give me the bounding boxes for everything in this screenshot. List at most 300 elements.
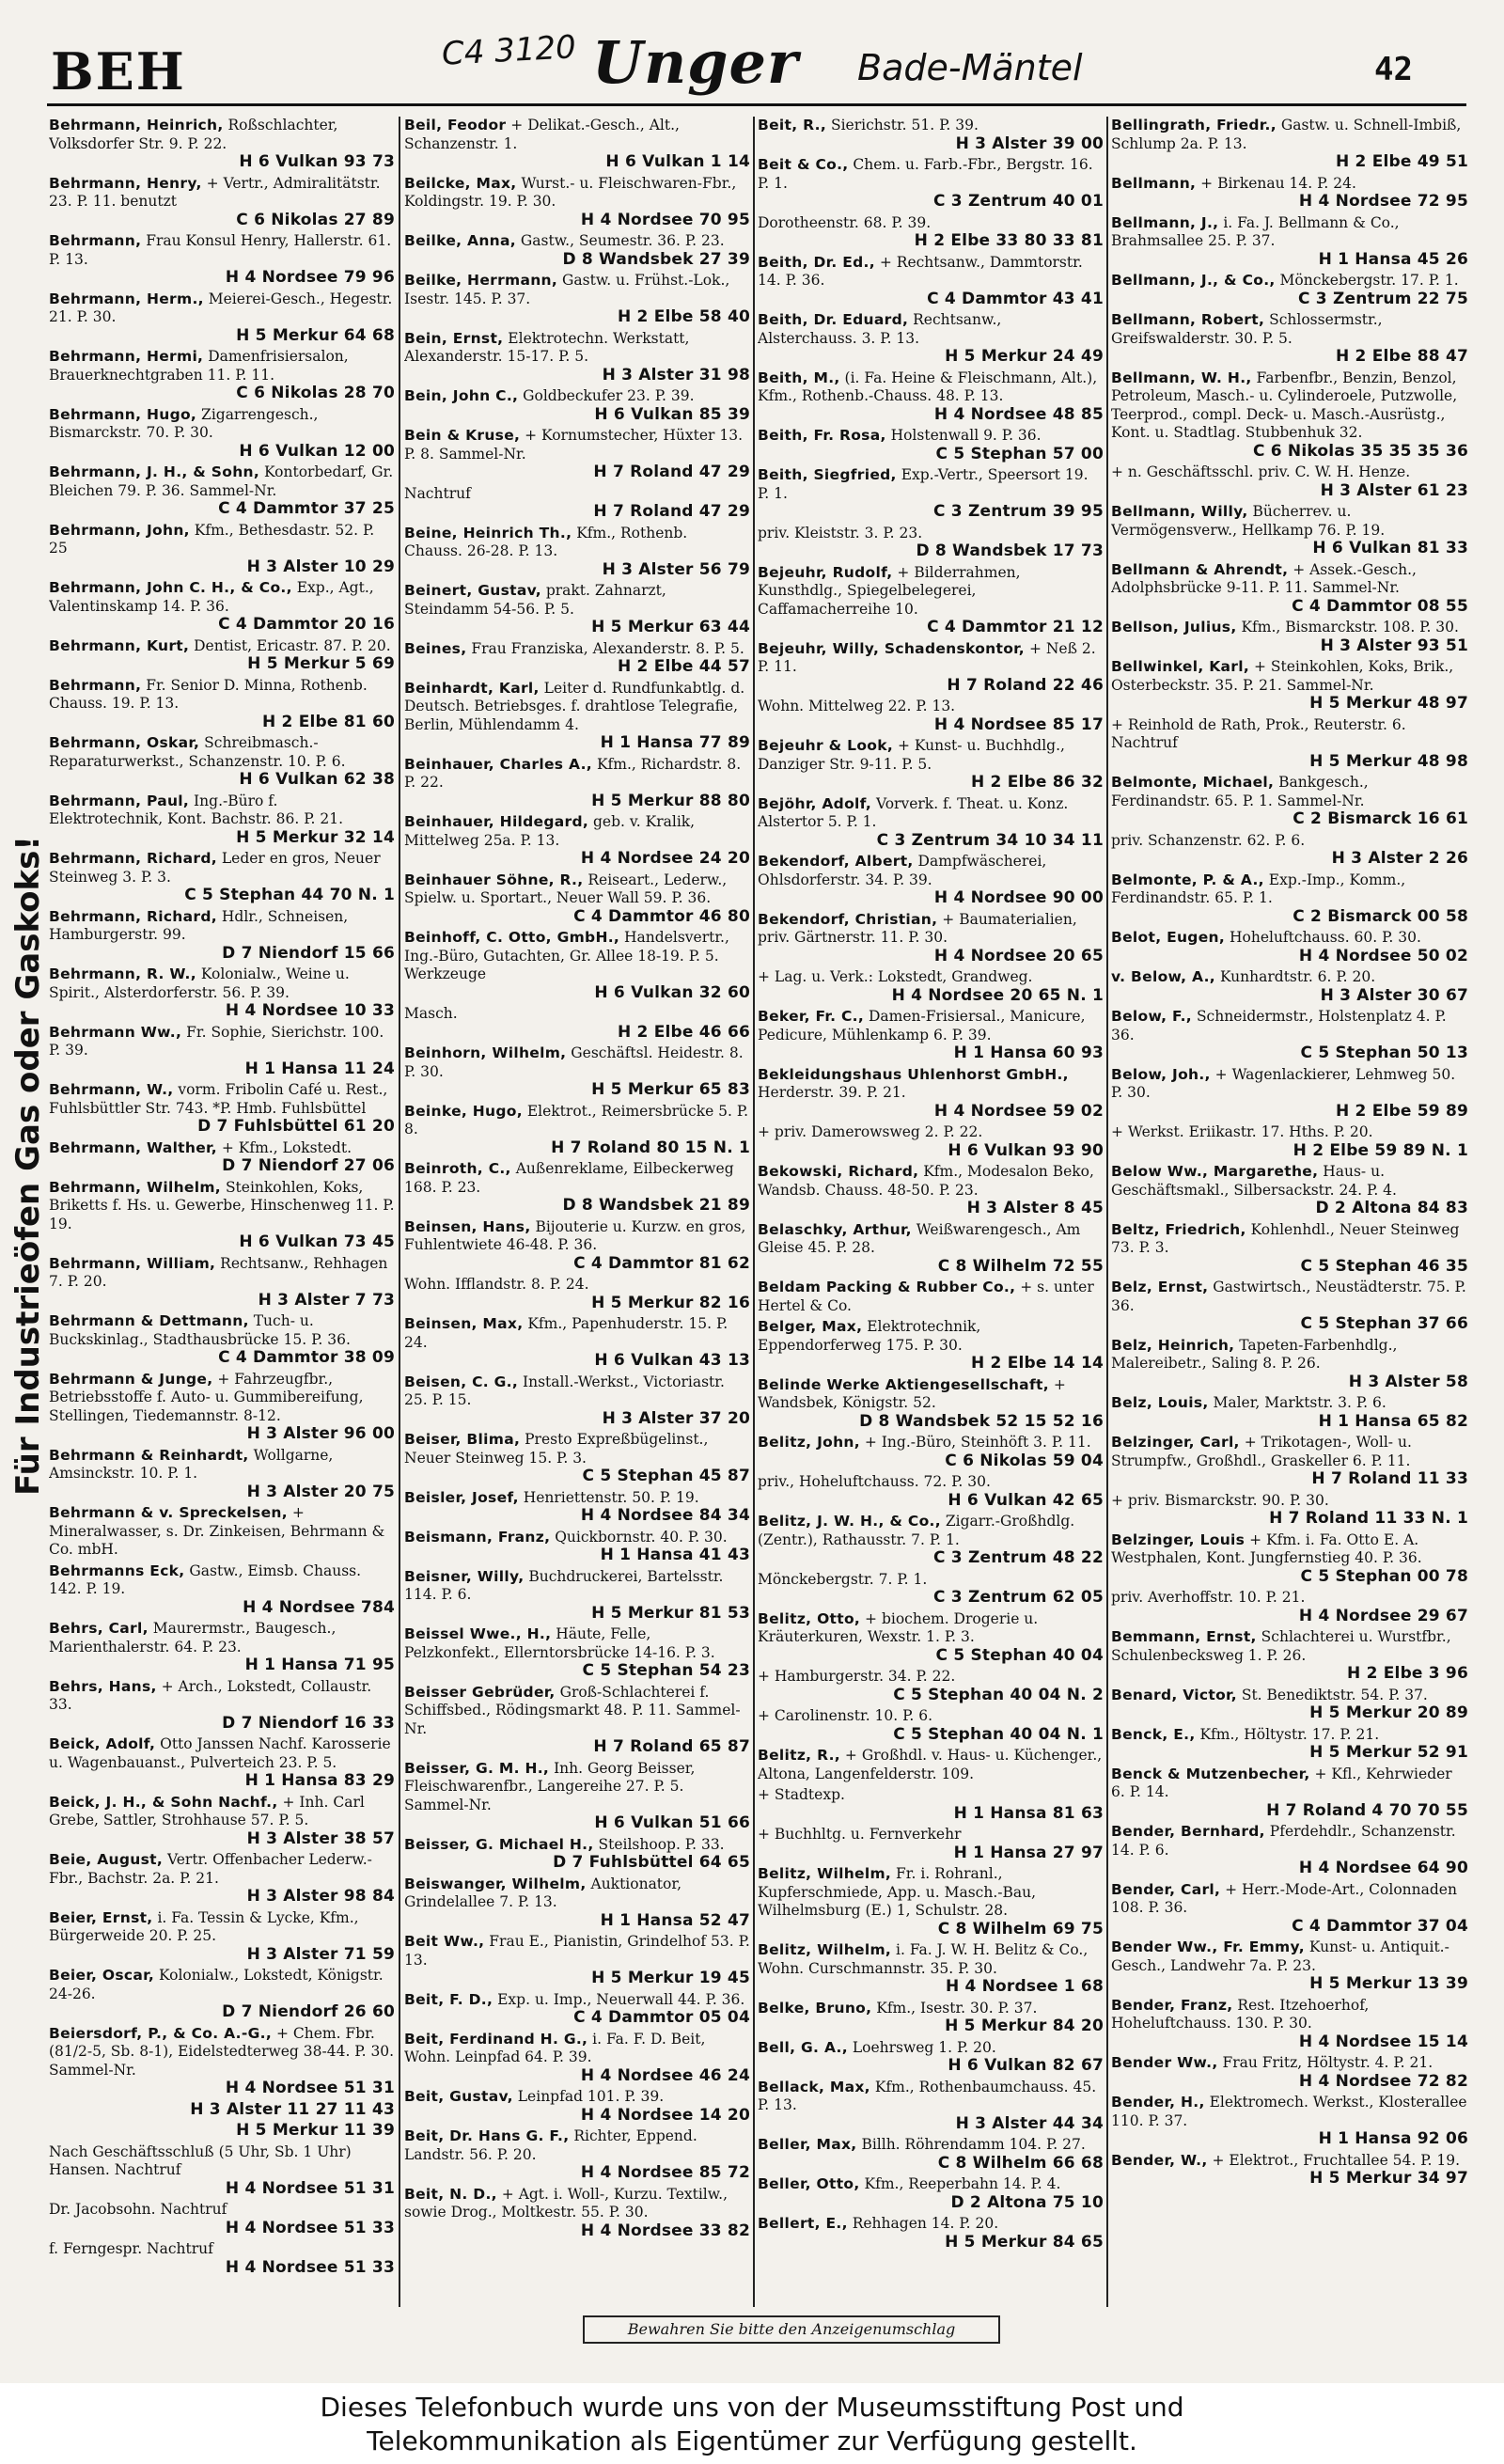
entry-details: Richter, Eppend. Landstr. 56. P. 20.	[404, 2127, 697, 2163]
entry-name: Beit, F. D.,	[404, 1990, 494, 2008]
directory-entry	[49, 175, 395, 230]
entry-phone: H 5 Merkur 32 14	[236, 827, 395, 847]
directory-entry	[1111, 117, 1468, 172]
entry-details: + Wagenlackierer, Lehmweg 50. P. 30.	[1111, 1065, 1456, 1101]
directory-entry	[49, 1139, 395, 1176]
entry-phone: H 6 Vulkan 62 38	[239, 770, 395, 789]
directory-entry	[404, 2186, 750, 2241]
entry-details: Schneidermstr., Holstenplatz 4. P. 36.	[1111, 1008, 1447, 1044]
entry-details: Damenfrisiersalon, Brauerknechtgraben 11. P. 11.	[49, 348, 349, 384]
entry-details: + Großhdl. v. Haus- u. Küchenger., Altona, Langenfelderstr. 109.	[758, 1747, 1103, 1782]
entry-details: Fr. i. Rohranl., Kupferschmiede, App. u. Masch.-Bau, Wilhelmsburg (E.) 1, Schulstr. 28.	[758, 1865, 1037, 1919]
directory-entry	[1111, 503, 1468, 558]
entry-name: Bejöhr, Adolf,	[758, 794, 872, 812]
directory-entry	[404, 813, 750, 869]
entry-name: Beit Ww.,	[404, 1933, 485, 1950]
listing-column-2	[404, 117, 750, 2307]
entry-name: Below, Joh.,	[1111, 1065, 1211, 1083]
entry-details: Tapeten-Farbenhdlg., Malereibetr., Saling 8. P. 26.	[1111, 1336, 1398, 1372]
entry-details: Billh. Röhrendamm 104. P. 27.	[861, 2136, 1086, 2153]
entry-name: Behrmann & Dettmann,	[49, 1312, 249, 1329]
entry-name: Beine, Heinrich Th.,	[404, 524, 572, 541]
entry-phone: H 5 Merkur 20 89	[1309, 1703, 1468, 1722]
entry-details: Vertr. Offenbacher Lederw.-Fbr., Bachstr. 2a. P. 21.	[49, 1851, 372, 1887]
entry-details: i. Fa. J. W. H. Belitz & Co., Wohn. Curschmannstr. 35. P. 30.	[758, 1941, 1089, 1977]
entry-name: Beie, August,	[49, 1851, 164, 1868]
directory-entry	[404, 1373, 750, 1429]
entry-phone: H 1 Hansa 11 24	[244, 1059, 395, 1078]
directory-entry	[404, 485, 750, 522]
entry-phone: C 5 Stephan 46 35	[1300, 1256, 1468, 1276]
entry-name: Beisen, C. G.,	[404, 1373, 519, 1390]
entry-phone: H 6 Vulkan 73 45	[239, 1232, 395, 1251]
entry-name: Benck, E.,	[1111, 1725, 1196, 1743]
entry-details: vorm. Fribolin Café u. Rest., Fuhlsbüttler Str. 743. *P. Hmb. Fuhlsbüttel	[49, 1081, 388, 1117]
entry-details: Loehrsweg 1. P. 20.	[852, 2038, 996, 2056]
directory-entry	[758, 1571, 1104, 1608]
entry-name: Behrmann, Paul,	[49, 792, 190, 809]
entry-details: Gastw. u. Schnell-Imbiß, Schlump 2a. P. 13.	[1111, 117, 1462, 152]
directory-entry	[758, 698, 1104, 734]
directory-entry	[758, 254, 1104, 309]
directory-entry	[404, 2127, 750, 2183]
entry-phone: H 3 Alster 2 26	[1331, 849, 1468, 868]
directory-entry	[404, 175, 750, 230]
directory-entry	[49, 850, 395, 905]
entry-phone: C 4 Dammtor 37 25	[218, 499, 395, 518]
entry-details: Groß-Schlachterei f. Schiffsbed., Rödingsmarkt 48. P. 11. Sammel-Nr.	[404, 1683, 741, 1737]
entry-details: Handelsvertr., Ing.-Büro, Gutachten, Gr. Allee 18-19. P. 5. Werkzeuge	[404, 929, 729, 982]
directory-entry	[404, 272, 750, 327]
directory-entry	[758, 795, 1104, 851]
entry-phone: H 6 Vulkan 93 73	[239, 152, 395, 171]
entry-details: Otto Janssen Nachf. Karosserie u. Wagenbauanst., Pulverteich 23. P. 5.	[49, 1735, 391, 1771]
entry-name: Beiersdorf, P., & Co. A.-G.,	[49, 2024, 273, 2042]
directory-entry	[1111, 774, 1468, 829]
directory-entry	[1111, 658, 1468, 714]
directory-entry	[758, 1066, 1104, 1122]
entry-phone: H 3 Alster 8 45	[966, 1199, 1104, 1217]
entry-name: Beinhorn, Wilhelm,	[404, 1044, 567, 1061]
directory-entry	[404, 117, 750, 172]
entry-name: Bender, Franz,	[1111, 1996, 1233, 2014]
column-divider	[1106, 117, 1108, 2307]
entry-details: + Ing.-Büro, Steinhöft 3. P. 11.	[864, 1434, 1091, 1451]
directory-entry	[49, 637, 395, 674]
entry-phone: H 5 Merkur 64 68	[236, 325, 395, 345]
entry-name: Beinsen, Max,	[404, 1315, 524, 1332]
directory-entry	[758, 2079, 1104, 2134]
entry-name: Behrmann, John C. H., & Co.,	[49, 579, 292, 596]
entry-name: Belitz, J. W. H., & Co.,	[758, 1513, 941, 1530]
entry-details: Weißwarengesch., Am Gleise 45. P. 28.	[758, 1220, 1081, 1256]
entry-phone: H 2 Elbe 58 40	[618, 307, 750, 326]
entry-details: Exp., Agt., Valentinskamp 14. P. 36.	[49, 579, 374, 615]
entry-name: Behrmann, R. W.,	[49, 965, 196, 982]
entry-details: i. Fa. F. D. Beit, Wohn. Leinpfad 64. P. 39.	[404, 2030, 706, 2065]
entry-details: Kfm., Richardstr. 8. P. 22.	[404, 755, 742, 791]
entry-details: + Birkenau 14. P. 24.	[1200, 174, 1356, 192]
entry-name: Bein, John C.,	[404, 387, 519, 404]
entry-details: + Kfm. i. Fa. Otto E. A. Westphalen, Kont. Jungfernstieg 40. P. 36.	[1111, 1530, 1422, 1566]
entry-details: + Hamburgerstr. 34. P. 22.	[758, 1668, 956, 1685]
entry-phone: C 6 Nikolas 28 70	[236, 384, 395, 402]
directory-entry	[404, 1276, 750, 1312]
entry-details: Schreibmasch.-Reparaturwerkst., Schanzenstr. 10. P. 6.	[49, 734, 346, 770]
entry-name: Beith, Dr. Ed.,	[758, 253, 875, 271]
entry-details: Kohlenhdl., Neuer Steinweg 73. P. 3.	[1111, 1220, 1460, 1256]
directory-entry	[1111, 1997, 1468, 2052]
entry-name: Belzinger, Louis	[1111, 1530, 1246, 1548]
directory-entry	[49, 1851, 395, 1907]
entry-phone: C 5 Stephan 40 04 N. 2	[893, 1685, 1104, 1704]
directory-entry	[1111, 311, 1468, 367]
entry-name: Belinde Werke Aktiengesellschaft,	[758, 1375, 1049, 1393]
entry-name: Behrmanns Eck,	[49, 1562, 185, 1579]
entry-name: Behrmann, Heinrich,	[49, 117, 224, 133]
entry-details: Leder en gros, Neuer Steinweg 3. P. 3.	[49, 850, 381, 886]
directory-entry	[758, 466, 1104, 522]
entry-phone: H 5 Merkur 81 53	[591, 1603, 750, 1623]
advert-brand-subtitle: Bade-Mäntel	[857, 47, 1083, 88]
entry-details: Kfm., Isestr. 30. P. 37.	[876, 1999, 1038, 2017]
entry-details: + s. unter Hertel & Co.	[758, 1279, 1094, 1314]
entry-phone: H 5 Merkur 84 65	[945, 2232, 1104, 2252]
directory-entry	[1111, 1434, 1468, 1489]
directory-entry	[1111, 968, 1468, 1005]
entry-details: Tuch- u. Buckskinlag., Stadthausbrücke 15. P. 36.	[49, 1312, 351, 1348]
entry-phone: C 5 Stephan 37 66	[1300, 1314, 1468, 1333]
directory-entry	[1111, 1163, 1468, 1218]
directory-entry	[1111, 1394, 1468, 1431]
entry-name: Beit, N. D.,	[404, 2185, 497, 2203]
directory-entry	[49, 1678, 395, 1734]
entry-name: Bemmann, Ernst,	[1111, 1628, 1257, 1645]
entry-name: Bender, Carl,	[1111, 1880, 1221, 1898]
entry-details: Gastwirtsch., Neustädterstr. 75. P. 36.	[1111, 1279, 1466, 1314]
entry-name: Bellson, Julius,	[1111, 619, 1237, 636]
entry-name: Beilke, Herrmann,	[404, 272, 558, 289]
entry-name: Belz, Heinrich,	[1111, 1336, 1235, 1354]
entry-phone: D 8 Wandsbek 52 15 52 16	[859, 1411, 1104, 1431]
directory-entry	[1111, 1823, 1468, 1878]
entry-phone: H 1 Hansa 83 29	[244, 1771, 395, 1790]
directory-entry	[404, 2031, 750, 2086]
entry-phone: D 8 Wandsbek 27 39	[562, 249, 750, 269]
entry-phone: H 3 Alster 61 23	[1320, 480, 1468, 500]
directory-entry	[404, 1836, 750, 1873]
entry-phone: H 4 Nordsee 79 96	[225, 268, 395, 287]
entry-phone: C 4 Dammtor 38 09	[218, 1348, 395, 1367]
entry-name: Beller, Otto,	[758, 2175, 860, 2192]
directory-entry	[758, 1786, 1104, 1823]
entry-details: Kfm., Rothenbaumchauss. 45. P. 13.	[758, 2078, 1097, 2113]
directory-entry	[404, 1875, 750, 1931]
entry-name: Belz, Ernst,	[1111, 1279, 1209, 1295]
entry-phone: C 5 Stephan 44 70 N. 1	[184, 886, 395, 904]
entry-details: + Rechtsanw., Dammtorstr. 14. P. 36.	[758, 253, 1083, 289]
directory-entry	[404, 2088, 750, 2125]
entry-name: Bender, H.,	[1111, 2094, 1205, 2111]
side-advert	[8, 808, 49, 1523]
entry-phone: C 3 Zentrum 34 10 34 11	[876, 830, 1104, 850]
entry-name: Behrmann, Hugo,	[49, 405, 197, 423]
directory-entry	[49, 1504, 395, 1560]
listing-column-3	[758, 117, 1104, 2307]
entry-details: f. Ferngespr. Nachtruf	[49, 2240, 213, 2257]
entry-phone: H 6 Vulkan 12 00	[239, 441, 395, 461]
directory-entry	[758, 1008, 1104, 1063]
entry-phone: D 7 Niendorf 27 06	[222, 1156, 395, 1175]
entry-phone: H 4 Nordsee 24 20	[580, 849, 750, 868]
directory-entry	[1111, 1221, 1468, 1277]
entry-details: + Neß 2. P. 11.	[758, 639, 1096, 675]
entry-phone: C 4 Dammtor 37 04	[1292, 1916, 1468, 1936]
directory-entry	[404, 1160, 750, 1216]
entry-name: Bellert, E.,	[758, 2215, 848, 2232]
entry-name: Benck & Mutzenbecher,	[1111, 1765, 1310, 1782]
directory-entry	[758, 640, 1104, 696]
directory-entry	[49, 1447, 395, 1502]
entry-name: Behrmann, Oskar,	[49, 734, 200, 751]
entry-details: Schlossermstr., Greifswalderstr. 30. P. 5.	[1111, 311, 1383, 347]
entry-name: Bejeuhr, Rudolf,	[758, 563, 893, 581]
entry-name: Beinhoff, C. Otto, GmbH.,	[404, 929, 620, 946]
entry-name: Beier, Ernst,	[49, 1908, 153, 1926]
entry-details: Schlachterei u. Wurstfbr., Schulenbecksweg 1. P. 26.	[1111, 1628, 1451, 1664]
entry-phone: H 3 Alster 96 00	[246, 1424, 395, 1443]
entry-phone: C 8 Wilhelm 69 75	[937, 1919, 1104, 1938]
entry-name: Bellmann, J., & Co.,	[1111, 272, 1276, 289]
entry-details: Zigarrengesch., Bismarckstr. 70. P. 30.	[49, 405, 319, 441]
entry-phone: H 1 Hansa 81 63	[953, 1803, 1104, 1823]
directory-entry	[758, 2039, 1104, 2076]
directory-entry	[404, 871, 750, 927]
entry-name: Beith, Fr. Rosa,	[758, 427, 886, 444]
directory-entry	[1111, 214, 1468, 270]
entry-details: + Wandsbek, Königstr. 52.	[758, 1375, 1066, 1411]
entry-name: Bellmann & Ahrendt,	[1111, 560, 1289, 578]
entry-name: Bellmann, J.,	[1111, 213, 1219, 231]
directory-entry	[1111, 1628, 1468, 1684]
section-heading: BEH	[51, 41, 186, 102]
directory-entry	[758, 1668, 1104, 1704]
entry-name: Belitz, Wilhelm,	[758, 1941, 892, 1958]
entry-details: priv. Kleiststr. 3. P. 23.	[758, 524, 923, 541]
directory-entry	[404, 582, 750, 637]
entry-name: Belger, Max,	[758, 1318, 863, 1335]
entry-details: Exp.-Vertr., Speersort 19. P. 1.	[758, 466, 1089, 502]
directory-entry	[758, 1473, 1104, 1510]
entry-phone: H 4 Nordsee 51 31	[225, 2178, 395, 2198]
entry-phone: H 3 Alster 98 84	[246, 1887, 395, 1906]
entry-name: Bellwinkel, Karl,	[1111, 658, 1250, 675]
entry-name: Beinroth, C.,	[404, 1160, 511, 1177]
entry-name: Beith, Dr. Eduard,	[758, 311, 909, 328]
directory-entry	[1111, 1687, 1468, 1723]
entry-phone: H 1 Hansa 27 97	[953, 1843, 1104, 1862]
entry-name: Bekendorf, Albert,	[758, 853, 914, 870]
entry-name: Belaschky, Arthur,	[758, 1220, 912, 1238]
listing-column-1	[49, 117, 395, 2307]
directory-entry	[1111, 1881, 1468, 1937]
directory-entry	[49, 965, 395, 1021]
entry-name: Behrmann & Reinhardt,	[49, 1446, 249, 1464]
entry-phone: D 7 Fuhlsbüttel 64 65	[553, 1853, 750, 1872]
entry-phone: D 2 Altona 75 10	[950, 2192, 1104, 2212]
entry-details: + Delikat.-Gesch., Alt., Schanzenstr. 1.	[404, 117, 680, 152]
entry-phone: H 4 Nordsee 48 85	[933, 404, 1104, 424]
entry-details: priv., Hoheluftchauss. 72. P. 30.	[758, 1473, 991, 1490]
entry-name: Beisner, Willy,	[404, 1567, 525, 1585]
entry-phone: H 5 Merkur 24 49	[945, 347, 1104, 366]
entry-name: Beick, Adolf,	[49, 1735, 156, 1752]
entry-phone: H 4 Nordsee 72 95	[1298, 192, 1468, 211]
entry-phone: H 2 Elbe 46 66	[618, 1022, 750, 1042]
directory-entry	[758, 1747, 1104, 1783]
directory-entry	[49, 290, 395, 346]
entry-phone: H 7 Roland 47 29	[593, 502, 750, 521]
entry-name: Belitz, R.,	[758, 1747, 840, 1764]
entry-phone: D 7 Niendorf 26 60	[222, 2002, 395, 2021]
entry-name: Behrmann & Junge,	[49, 1370, 213, 1388]
entry-details: Maler, Marktstr. 3. P. 6.	[1213, 1394, 1386, 1411]
entry-name: Beiser, Blima,	[404, 1431, 521, 1448]
entry-name: Behrs, Carl,	[49, 1620, 149, 1637]
entry-details: Reiseart., Lederw., Spielw. u. Sportart., Neuer Wall 59. P. 36.	[404, 871, 728, 906]
directory-entry	[49, 579, 395, 635]
entry-details: Quickbornstr. 40. P. 30.	[555, 1528, 728, 1546]
entry-phone: H 4 Nordsee 46 24	[580, 2065, 750, 2085]
entry-name: Beines,	[404, 639, 467, 657]
entry-phone: H 4 Nordsee 85 17	[933, 714, 1104, 734]
entry-phone: H 5 Merkur 13 39	[1309, 1974, 1468, 1993]
entry-phone: H 3 Alster 58	[1348, 1372, 1468, 1391]
entry-phone: H 4 Nordsee 50 02	[1298, 946, 1468, 965]
directory-entry	[49, 2025, 395, 2098]
entry-phone: H 3 Alster 7 73	[258, 1290, 395, 1310]
entry-phone: H 5 Merkur 88 80	[591, 791, 750, 810]
entry-details: Kfm., Papenhuderstr. 15. P. 24.	[404, 1315, 728, 1351]
directory-entry	[404, 680, 750, 753]
directory-entry	[49, 117, 395, 172]
entry-phone: H 4 Nordsee 85 72	[580, 2163, 750, 2182]
entry-phone: C 3 Zentrum 48 22	[933, 1548, 1104, 1567]
entry-phone: H 4 Nordsee 20 65	[933, 946, 1104, 965]
entry-phone: C 4 Dammtor 43 41	[927, 289, 1104, 308]
entry-phone: H 4 Nordsee 10 33	[225, 1001, 395, 1020]
directory-entry	[758, 968, 1104, 1005]
entry-details: Buchdruckerei, Bartelsstr. 114. P. 6.	[404, 1567, 724, 1603]
directory-entry	[49, 522, 395, 577]
entry-details: + Kfl., Kehrwieder 6. P. 14.	[1111, 1765, 1452, 1800]
directory-entry	[404, 1568, 750, 1624]
directory-entry	[49, 1081, 395, 1137]
entry-phone: C 4 Dammtor 46 80	[573, 906, 750, 926]
directory-entry	[758, 737, 1104, 793]
entry-name: Behrmann, Henry,	[49, 174, 202, 192]
entry-details: Kfm., Modesalon Beko, Wandsb. Chauss. 48-50. P. 23.	[758, 1163, 1094, 1199]
entry-details: Gastw., Eimsb. Chauss. 142. P. 19.	[49, 1562, 362, 1597]
entry-phone: H 7 Roland 22 46	[947, 675, 1104, 695]
entry-details: Nach Geschäftsschluß (5 Uhr, Sb. 1 Uhr) Hansen. Nachtruf	[49, 2142, 352, 2178]
entry-details: + Kfm., Lokstedt.	[221, 1138, 352, 1156]
directory-entry	[49, 2143, 395, 2199]
entry-name: Beit, R.,	[758, 117, 827, 133]
entry-name: Beith, Siegfried,	[758, 466, 897, 483]
directory-entry	[1111, 1766, 1468, 1821]
entry-name: Behrmann,	[49, 232, 142, 249]
directory-entry	[758, 311, 1104, 367]
directory-entry	[49, 1024, 395, 1079]
entry-name: Below, F.,	[1111, 1008, 1192, 1025]
entry-phone: H 3 Alster 44 34	[955, 2113, 1104, 2133]
directory-entry	[49, 1909, 395, 1965]
entry-name: Behrmann, William,	[49, 1254, 216, 1272]
entry-name: Behrmann, Walther,	[49, 1138, 217, 1156]
directory-entry	[404, 1218, 750, 1274]
directory-entry	[49, 1562, 395, 1618]
entry-phone: H 2 Elbe 59 89 N. 1	[1292, 1140, 1468, 1160]
entry-details: Kolonialw., Lokstedt, Königstr. 24-26.	[49, 1967, 384, 2002]
entry-details: geb. v. Kralik, Mittelweg 25a. P. 13.	[404, 813, 696, 849]
entry-details: Mönckebergstr. 7. P. 1.	[758, 1570, 928, 1588]
directory-entry	[49, 908, 395, 964]
directory-entry	[758, 1163, 1104, 1218]
entry-phone: H 2 Elbe 3 96	[1347, 1664, 1468, 1683]
entry-details: + Inh. Carl Grebe, Sattler, Strohhause 57. P. 5.	[49, 1793, 365, 1828]
entry-phone: H 2 Elbe 88 47	[1336, 347, 1468, 366]
entry-details: + Steinkohlen, Koks, Brik., Osterbeckstr. 35. P. 21. Sammel-Nr.	[1111, 658, 1454, 694]
directory-entry	[1111, 1066, 1468, 1122]
entry-name: Beith, M.,	[758, 369, 840, 386]
entry-details: Damen-Frisiersal., Manicure, Pedicure, Mühlenkamp 6. P. 39.	[758, 1008, 1086, 1044]
entry-name: Benard, Victor,	[1111, 1686, 1237, 1703]
directory-entry	[1111, 1589, 1468, 1625]
directory-entry	[49, 463, 395, 519]
entry-phone: H 6 Vulkan 42 65	[948, 1490, 1104, 1510]
entry-phone: C 8 Wilhelm 66 68	[937, 2153, 1104, 2173]
directory-entry	[404, 756, 750, 811]
entry-details: + Vertr., Admiralitätstr. 23. P. 11. benutzt	[49, 174, 381, 210]
entry-name: Bejeuhr & Look,	[758, 737, 894, 754]
directory-entry	[1111, 2152, 1468, 2189]
directory-entry	[758, 156, 1104, 212]
entry-phone: H 4 Nordsee 90 00	[933, 888, 1104, 907]
entry-name: Beisser, G. Michael H.,	[404, 1835, 594, 1853]
entry-phone: C 5 Stephan 50 13	[1300, 1044, 1468, 1062]
directory-entry	[49, 232, 395, 288]
entry-name: Behrmann, Richard,	[49, 850, 217, 867]
directory-entry	[404, 232, 750, 269]
directory-entry	[49, 1371, 395, 1444]
entry-name: Beinert, Gustav,	[404, 582, 541, 599]
entry-phone: H 3 Alster 31 98	[602, 365, 750, 385]
directory-entry	[404, 1684, 750, 1757]
entry-details: Pferdehdlr., Schanzenstr. 14. P. 6.	[1111, 1823, 1456, 1859]
page-header	[47, 28, 1457, 103]
directory-entry	[758, 1826, 1104, 1862]
entry-phone: H 2 Elbe 33 80 33 81	[914, 231, 1104, 250]
entry-name: Belitz, Wilhelm,	[758, 1865, 892, 1882]
entry-details: + priv. Damerowsweg 2. P. 22.	[758, 1123, 983, 1140]
caption	[0, 2383, 1504, 2464]
directory-entry	[1111, 1726, 1468, 1763]
entry-phone: H 5 Merkur 52 91	[1309, 1743, 1468, 1762]
entry-phone: H 3 Alster 38 57	[246, 1828, 395, 1848]
entry-details: Inh. Georg Beisser, Fleischwarenfbr., Langereihe 27. P. 5. Sammel-Nr.	[404, 1759, 696, 1813]
entry-name: Behrmann, Hermi,	[49, 348, 204, 365]
